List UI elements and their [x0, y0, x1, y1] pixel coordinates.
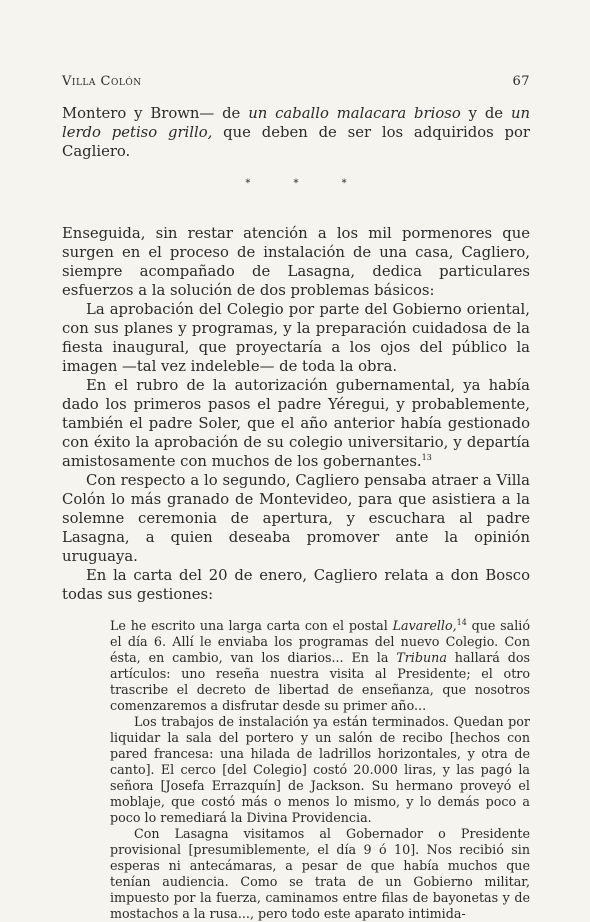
running-title: Villa Colón	[62, 74, 142, 89]
opening-text-3: que deben de ser los adquiridos por Cagliero.	[62, 124, 530, 160]
quote-1-text-b: que salió el día 6. Allí le enviaba los programas del nuevo Colegio. Con ésta, en cambio, van los diarios... En la	[110, 618, 531, 665]
paragraph-3-text: En el rubro de la autorización gubernamental, ya había dado los primeros pasos el padre Yéregui, y probablemente, también el padre Soler, que el año anterior había gestionado con éxito la aprobación de su colegio universitario, y departía amistosamente con muchos de los gobernantes.	[62, 377, 530, 470]
opening-text-1: Montero y Brown— de	[62, 105, 249, 122]
page-number: 67	[512, 74, 530, 89]
paragraph-4: Con respecto a lo segundo, Cagliero pensaba atraer a Villa Colón lo más granado de Montevideo, para que asistiera a la solemne ceremonia de apertura, y escuchara al padre Lasagna, a quien deseaba promover ante la opinión uruguaya.	[62, 472, 530, 565]
quote-paragraph-1	[110, 618, 530, 714]
paragraph-5: En la carta del 20 de enero, Cagliero relata a don Bosco todas sus gestiones:	[62, 567, 530, 603]
opening-text-2: y de	[460, 105, 511, 122]
paragraph-2: La aprobación del Colegio por parte del Gobierno oriental, con sus planes y programas, y la preparación cuidadosa de la fiesta inaugural, que proyectaría a los ojos del público la imagen —tal vez indeleble— de toda la obra.	[62, 301, 530, 375]
section-separator: * * *	[245, 178, 347, 189]
running-header	[62, 74, 530, 89]
quote-1-italic-lavarello: Lavarello,	[392, 618, 457, 633]
opening-italic-2: un lerdo petiso grillo,	[62, 105, 530, 141]
page-body	[62, 104, 530, 922]
letter-quote	[110, 618, 530, 922]
paragraph-1: Enseguida, sin restar atención a los mil pormenores que surgen en el proceso de instalación de una casa, Cagliero, siempre acompañado de Lasagna, dedica particulares esfuerzos a la solución de dos problemas básicos:	[62, 225, 530, 299]
opening-paragraph	[62, 104, 530, 161]
quote-1-text-a: Le he escrito una larga carta con el postal	[110, 618, 393, 633]
footnote-ref-14: 14	[456, 617, 467, 627]
footnote-ref-13: 13	[421, 453, 432, 463]
paragraph-3	[62, 376, 530, 471]
opening-italic-1: un caballo malacara brioso	[248, 105, 461, 122]
quote-1-text-c: hallará dos artículos: uno reseña nuestra visita al Presidente; el otro trascribe el decreto de libertad de enseñanza, que nosotros comenzaremos a disfrutar desde su primer año...	[110, 650, 530, 713]
quote-paragraph-3: Con Lasagna visitamos al Gobernador o Presidente provisional [presumiblemente, el día 9 ó 10]. Nos recibió sin esperas ni antecámaras, a pesar de que había muchos que tenían audiencia. Como se trata de un Gobierno militar, impuesto por la fuerza, caminamos entre filas de bayonetas y de mostachos a la rusa..., pero todo este aparato intimida-	[110, 826, 530, 921]
quote-1-italic-tribuna: Tribuna	[396, 650, 447, 665]
quote-paragraph-2: Los trabajos de instalación ya están terminados. Quedan por liquidar la sala del portero y un salón de recibo [hechos con pared francesa: una hilada de ladrillos horizontales, y otra de canto]. El cerco [del Colegio] costó 20.000 liras, y las pagó la señora [Josefa Errazquín] de Jackson. Su hermano proveyó el moblaje, que costó más o menos lo mismo, y lo demás poco a poco lo remediará la Divina Providencia.	[110, 714, 530, 825]
